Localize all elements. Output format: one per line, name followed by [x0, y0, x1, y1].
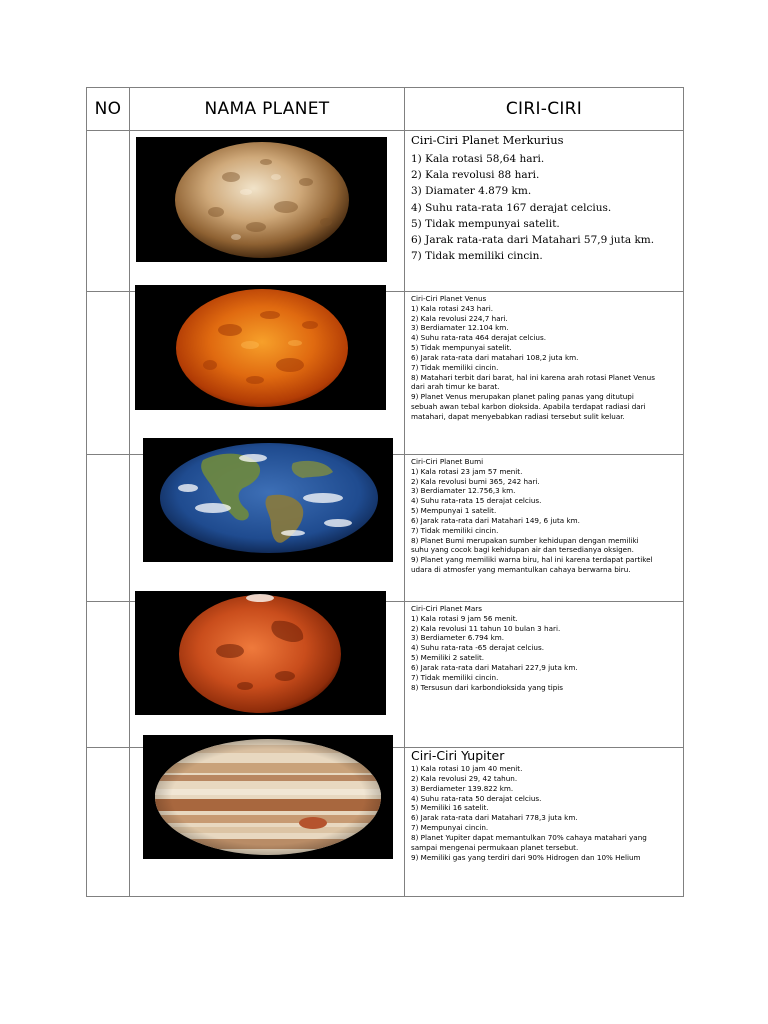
list-item: 7) Tidak memiliki cincin.	[411, 525, 499, 535]
list-item: 4) Suhu rata-rata 167 derajat celcius.	[411, 201, 612, 214]
jupiter-description	[405, 748, 683, 862]
planet-image-cell	[130, 602, 405, 748]
list-item: 2) Kala revolusi bumi 365, 242 hari.	[411, 476, 540, 486]
no-cell	[87, 748, 130, 897]
list-item: 7) Mempunyai cincin.	[411, 823, 489, 833]
list-item: 1) Kala rotasi 10 jam 40 menit.	[411, 764, 523, 773]
jupiter-image	[143, 735, 393, 859]
ciri-cell	[405, 292, 684, 455]
header-ciri-ciri: CIRI-CIRI	[405, 88, 684, 131]
list-item: dari arah timur ke barat.	[411, 382, 500, 392]
venus-title: Ciri-Ciri Planet Venus	[411, 294, 487, 303]
no-cell	[87, 455, 130, 602]
planet-image-cell	[130, 455, 405, 602]
header-nama-planet: NAMA PLANET	[130, 88, 405, 131]
table-header-row	[87, 88, 684, 131]
list-item: 2) Kala revolusi 29, 42 tahun.	[411, 773, 518, 783]
list-item: 1) Kala rotasi 23 jam 57 menit.	[411, 466, 523, 476]
list-item: suhu yang cocok bagi kehidupan air dan tersedianya oksigen.	[411, 545, 634, 555]
mercury-title: Ciri-Ciri Planet Merkurius	[411, 133, 564, 147]
list-item: 5) Memiliki 2 satelit.	[411, 653, 485, 663]
no-cell	[87, 602, 130, 748]
list-item: 7) Tidak memiliki cincin.	[411, 250, 543, 263]
list-item: 7) Tidak memiliki cincin.	[411, 362, 499, 372]
table-row	[87, 455, 684, 602]
list-item: 6) Jarak rata-rata dari Matahari 778,3 juta km.	[411, 813, 578, 823]
list-item: 4) Suhu rata-rata 15 derajat celcius.	[411, 496, 542, 506]
no-cell	[87, 131, 130, 292]
header-no: NO	[87, 88, 130, 131]
earth-image	[143, 438, 393, 562]
list-item: 4) Suhu rata-rata 50 derajat celcius.	[411, 793, 542, 803]
list-item: matahari, dapat menyebabkan radiasi tersebut sulit keluar.	[411, 411, 625, 421]
list-item: udara di atmosfer yang memantulkan cahaya berwarna biru.	[411, 565, 631, 575]
mars-image	[135, 591, 386, 715]
list-item: 8) Planet Bumi merupakan sumber kehidupan dengan memiliki	[411, 535, 639, 545]
list-item: 4) Suhu rata-rata 464 derajat celcius.	[411, 333, 546, 343]
list-item: 8) Tersusun dari karbondioksida yang tipis	[411, 682, 564, 692]
list-item: 6) Jarak rata-rata dari Matahari 57,9 juta km.	[411, 234, 655, 247]
list-item: 1) Kala rotasi 243 hari.	[411, 303, 493, 313]
list-item: 9) Planet Venus merupakan planet paling panas yang ditutupi	[411, 392, 634, 402]
earth-title: Ciri-Ciri Planet Bumi	[411, 457, 484, 466]
venus-description	[405, 292, 683, 422]
list-item: 3) Diamater 4.879 km.	[411, 185, 532, 198]
list-item: 5) Tidak mempunyai satelit.	[411, 343, 512, 353]
planet-image-cell	[130, 131, 405, 292]
list-item: 5) Tidak mempunyai satelit.	[411, 217, 560, 230]
list-item: 1) Kala rotasi 58,64 hari.	[411, 153, 545, 165]
planet-image-cell	[130, 748, 405, 897]
list-item: 4) Suhu rata-rata -65 derajat celcius.	[411, 643, 544, 653]
table-row	[87, 292, 684, 455]
list-item: 9) Planet yang memiliki warna biru, hal ini karena terdapat partikel	[411, 555, 653, 565]
list-item: 2) Kala revolusi 88 hari.	[411, 169, 540, 182]
list-item: 8) Matahari terbit dari barat, hal ini karena arah rotasi Planet Venus	[411, 372, 655, 382]
mercury-image	[136, 137, 387, 262]
list-item: 6) Jarak rata-rata dari matahari 108,2 juta km.	[411, 352, 579, 362]
mars-description	[405, 602, 683, 692]
ciri-cell	[405, 748, 684, 897]
earth-description	[405, 455, 683, 575]
list-item: 2) Kala revolusi 11 tahun 10 bulan 3 hari.	[411, 623, 561, 633]
table-row	[87, 131, 684, 292]
list-item: 1) Kala rotasi 9 jam 56 menit.	[411, 613, 518, 623]
no-cell	[87, 292, 130, 455]
ciri-cell	[405, 602, 684, 748]
ciri-cell	[405, 455, 684, 602]
list-item: 3) Berdiameter 139.822 km.	[411, 783, 514, 793]
list-item: 5) Memiliki 16 satelit.	[411, 803, 489, 813]
list-item: 8) Planet Yupiter dapat memantulkan 70% cahaya matahari yang	[411, 832, 647, 842]
list-item: 2) Kala revolusi 224,7 hari.	[411, 313, 508, 323]
planet-image-cell	[130, 292, 405, 455]
ciri-cell	[405, 131, 684, 292]
list-item: 6) Jarak rata-rata dari Matahari 227,9 juta km.	[411, 662, 578, 672]
list-item: 5) Mempunyai 1 satelit.	[411, 506, 497, 516]
list-item: sampai mengenai permukaan planet tersebut.	[411, 842, 579, 852]
list-item: sebuah awan tebal karbon dioksida. Apabila terdapat radiasi dari	[411, 402, 646, 412]
list-item: 7) Tidak memiliki cincin.	[411, 672, 499, 682]
table-row	[87, 602, 684, 748]
list-item: 9) Memiliki gas yang terdiri dari 90% Hidrogen dan 10% Helium	[411, 852, 641, 862]
list-item: 3) Berdiameter 6.794 km.	[411, 633, 505, 643]
list-item: 3) Berdiamater 12.756,3 km.	[411, 486, 516, 496]
list-item: 6) Jarak rata-rata dari Matahari 149, 6 juta km.	[411, 515, 580, 525]
planet-table	[86, 87, 684, 897]
mercury-description	[405, 131, 683, 264]
jupiter-title: Ciri-Ciri Yupiter	[411, 748, 505, 763]
venus-image	[135, 285, 386, 410]
table-row	[87, 748, 684, 897]
mars-title: Ciri-Ciri Planet Mars	[411, 604, 482, 613]
list-item: 3) Berdiamater 12.104 km.	[411, 323, 509, 333]
